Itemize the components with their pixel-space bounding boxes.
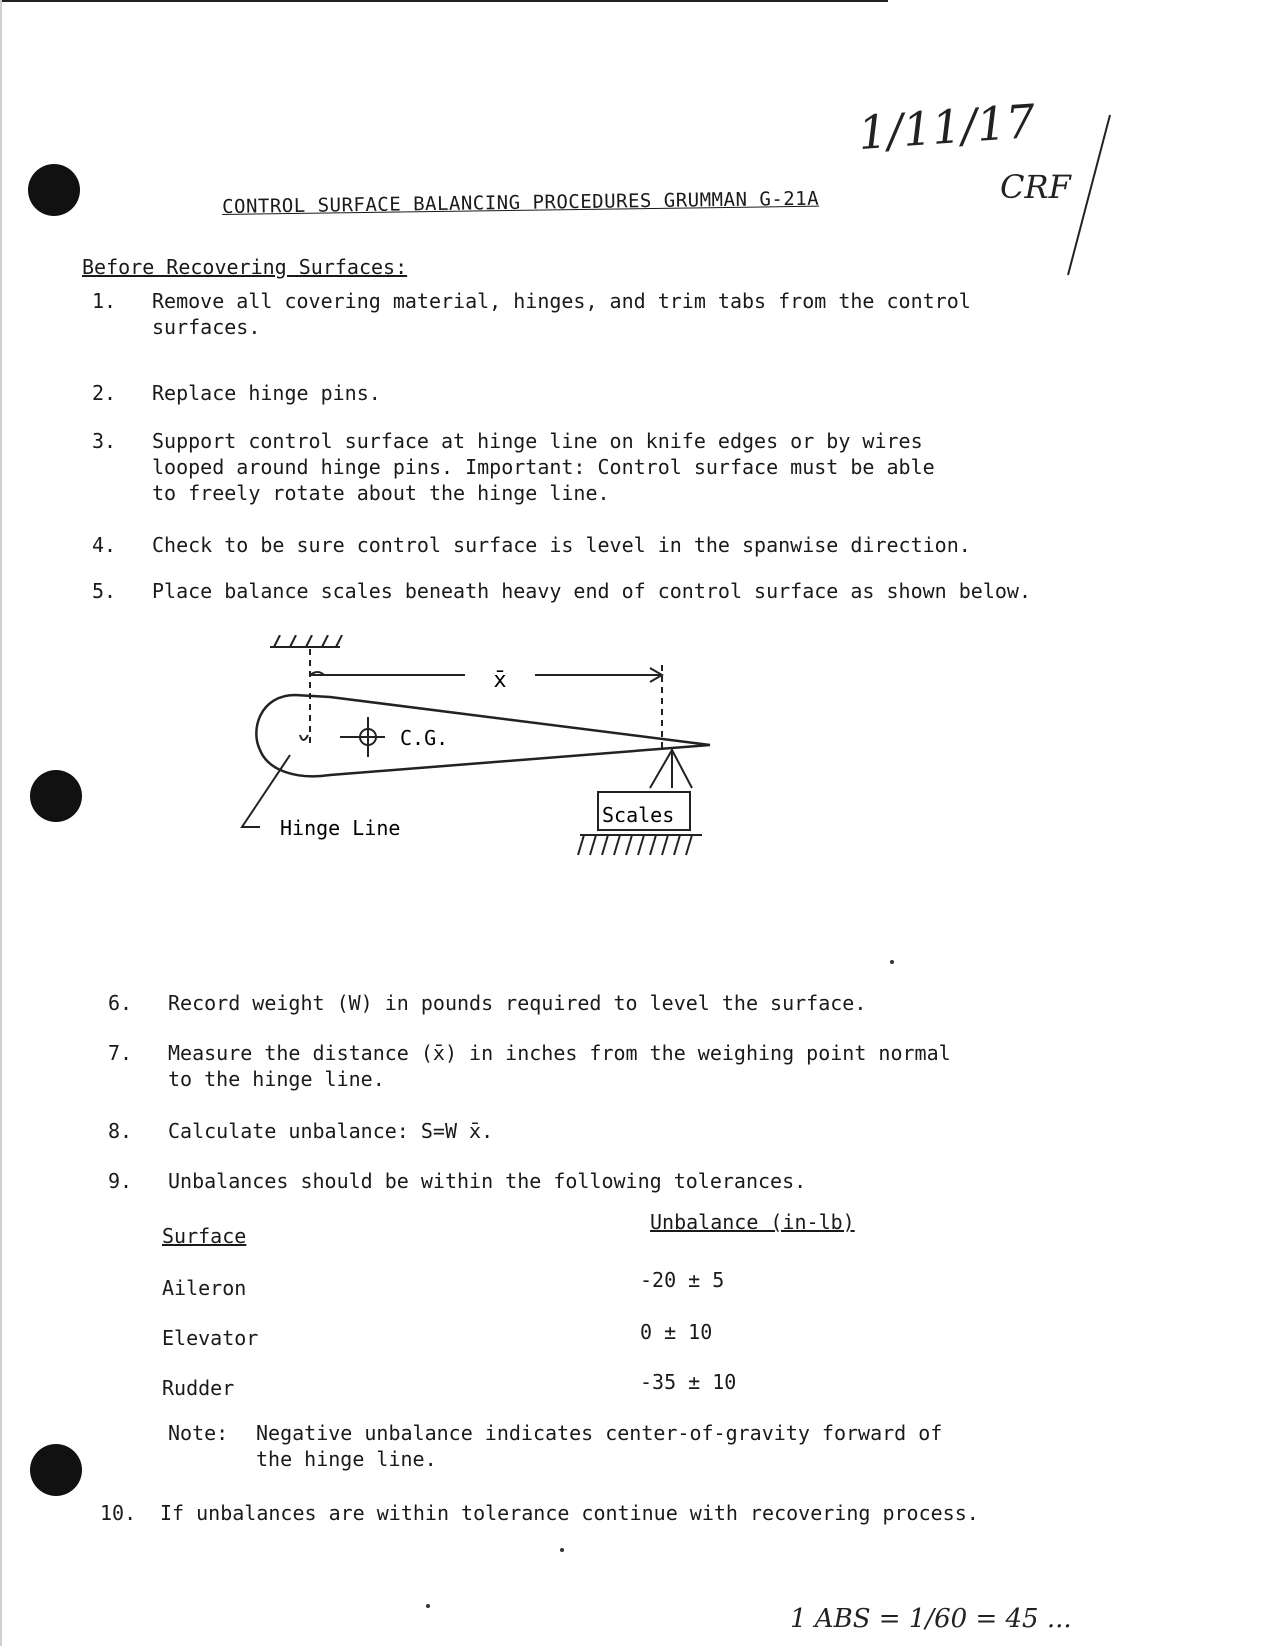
- step-line: Measure the distance (x̄) in inches from the weighing point normal: [168, 1041, 951, 1065]
- step-text: [152, 428, 935, 506]
- scales-label: Scales: [602, 803, 675, 827]
- note-text: [256, 1420, 942, 1472]
- note-line: Negative unbalance indicates center-of-gravity forward of: [256, 1421, 943, 1445]
- step-number: 3.: [92, 429, 117, 453]
- step-number: 2.: [92, 381, 117, 405]
- scan-left-edge: [0, 0, 2, 1646]
- step-number: 9.: [108, 1169, 133, 1193]
- scales-knife-edge: [650, 750, 692, 788]
- distance-dimension: [310, 649, 662, 750]
- hinge-line-label: Hinge Line: [280, 816, 401, 840]
- step-number: 7.: [108, 1041, 133, 1065]
- step-line: to freely rotate about the hinge line.: [152, 481, 610, 505]
- scan-speck: [426, 1604, 430, 1608]
- step-number: 5.: [92, 579, 117, 603]
- handwritten-date: 1/11/17: [856, 93, 1038, 161]
- cg-label: C.G.: [400, 726, 449, 750]
- table-row-value: 0 ± 10: [640, 1320, 713, 1344]
- note-line: the hinge line.: [256, 1447, 437, 1471]
- handwritten-initials: CRF: [1000, 168, 1071, 206]
- step-number: 4.: [92, 533, 117, 557]
- scan-speck: [890, 960, 894, 964]
- step-line: Unbalances should be within the following tolerances.: [168, 1169, 807, 1193]
- cg-symbol: [340, 717, 385, 757]
- step-number: 10.: [100, 1501, 137, 1525]
- step-line: Record weight (W) in pounds required to level the surface.: [168, 991, 867, 1015]
- table-row-value: -35 ± 10: [640, 1370, 737, 1394]
- step-text: [152, 288, 971, 340]
- handwritten-bottom-note: 1 ABS = 1/60 = 45 ...: [790, 1604, 1072, 1634]
- step-text: [152, 380, 381, 406]
- step-text: [168, 1168, 806, 1194]
- step-line: to the hinge line.: [168, 1067, 385, 1091]
- step-text: [152, 578, 1031, 604]
- step-number: 1.: [92, 289, 117, 313]
- document-title: CONTROL SURFACE BALANCING PROCEDURES GRUMMAN G-21A: [222, 187, 820, 218]
- binder-hole-middle: [30, 770, 82, 822]
- column-header-unbalance: Unbalance (in-lb): [650, 1210, 855, 1234]
- handwritten-stroke: [1060, 110, 1120, 280]
- distance-label: x̄: [493, 668, 507, 693]
- step-line: If unbalances are within tolerance continue with recovering process.: [160, 1501, 979, 1525]
- section-heading: Before Recovering Surfaces:: [82, 255, 408, 279]
- column-header-surface: Surface: [162, 1224, 247, 1248]
- step-text: [168, 1040, 951, 1092]
- step-text: [168, 1118, 493, 1144]
- binder-hole-bottom: [30, 1444, 82, 1496]
- hinge-point: [300, 735, 308, 740]
- hinge-support-hatch: [270, 635, 342, 647]
- balancing-diagram: [240, 635, 760, 915]
- step-line: Support control surface at hinge line on knife edges or by wires: [152, 429, 923, 453]
- step-line: Replace hinge pins.: [152, 381, 381, 405]
- step-line: Remove all covering material, hinges, and trim tabs from the control: [152, 289, 971, 313]
- step-line: surfaces.: [152, 315, 261, 339]
- step-text: [152, 532, 971, 558]
- table-row-value: -20 ± 5: [640, 1268, 725, 1292]
- scan-top-edge: [0, 0, 888, 2]
- table-row-surface: Rudder: [162, 1376, 235, 1400]
- step-number: 8.: [108, 1119, 133, 1143]
- step-number: 6.: [108, 991, 133, 1015]
- table-row-surface: Aileron: [162, 1276, 247, 1300]
- table-row-surface: Elevator: [162, 1326, 259, 1350]
- step-line: Place balance scales beneath heavy end of control surface as shown below.: [152, 579, 1031, 603]
- step-line: Calculate unbalance: S=W x̄.: [168, 1119, 494, 1143]
- step-text: [160, 1500, 979, 1526]
- step-line: Check to be sure control surface is level in the spanwise direction.: [152, 533, 971, 557]
- note-label: Note:: [168, 1421, 229, 1445]
- step-text: [168, 990, 866, 1016]
- binder-hole-top: [28, 164, 80, 216]
- scan-speck: [560, 1548, 564, 1552]
- step-line: looped around hinge pins. Important: Control surface must be able: [152, 455, 935, 479]
- ground-hatch: [578, 835, 702, 855]
- control-surface-airfoil: [256, 695, 710, 776]
